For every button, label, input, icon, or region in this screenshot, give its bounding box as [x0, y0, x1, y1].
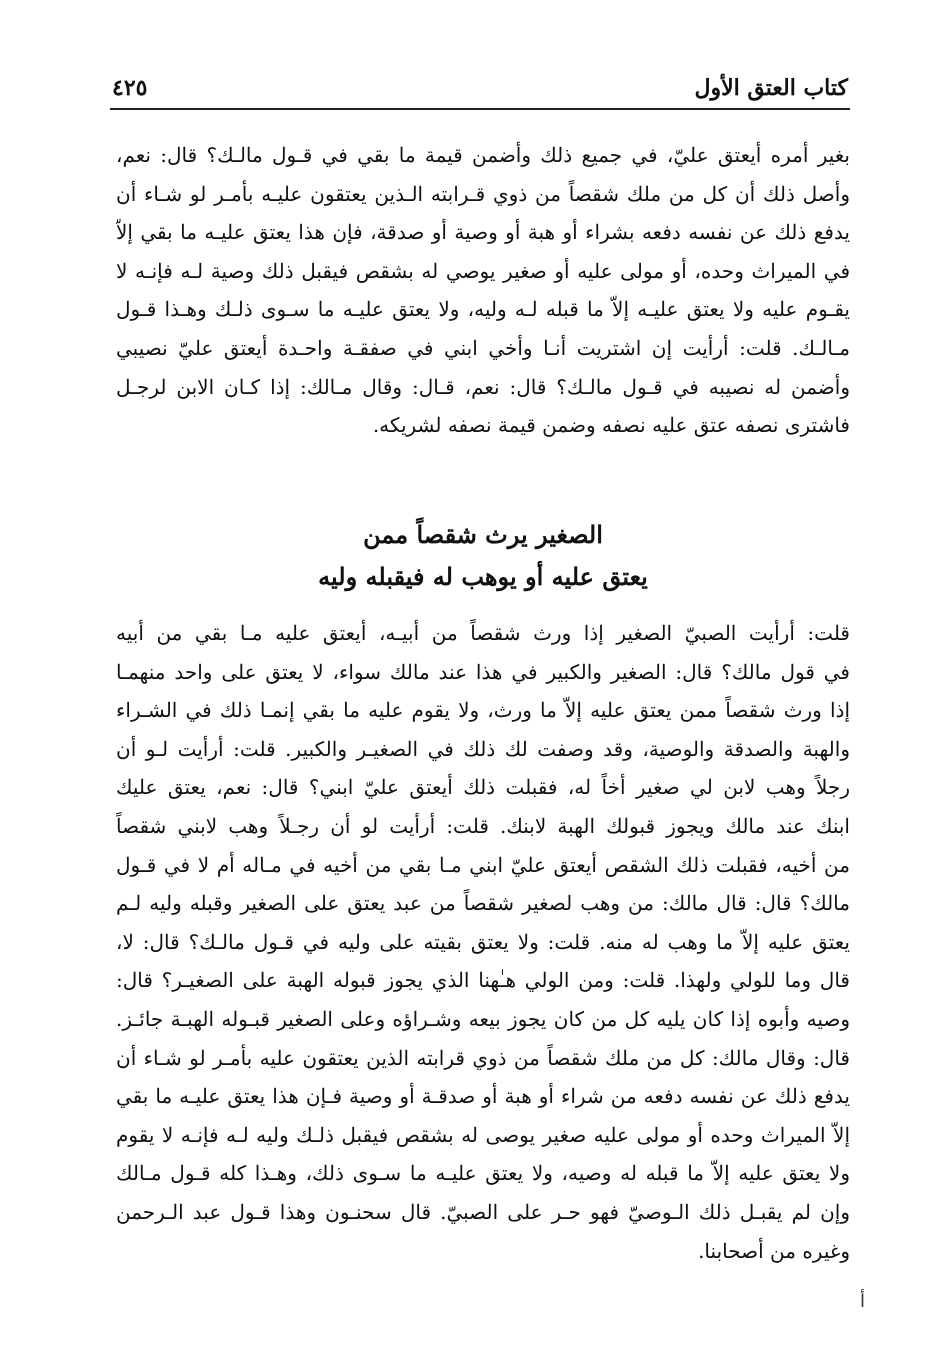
text-line: قال وما للولي ولهذا. قلت: ومن الولي هـٰهنا الذي يجوز قبوله الهبة على الصغيـر؟ قال:	[116, 968, 850, 993]
text-line: إلاّ الميراث وحده أو مولى عليه صغير يوصى له بشقص فيقبل ذلـك وليه لـه فإنـه لا يقوم	[116, 1122, 850, 1147]
text-line: وأصل ذلك أن كل من ملك شقصاً من ذوي قـرابته الـذين يعتقون عليـه بأمـر لو شـاء أن	[116, 181, 850, 206]
text-line: فاشترى نصفه عتق عليه نصفه وضمن قيمة نصفه لشريكه.	[372, 413, 850, 438]
section-heading-line-1: الصغير يرث شقصاً ممن	[363, 520, 603, 549]
text-line: ابنك عند مالك ويجوز قبولك الهبة لابنك. قلت: أرأيت لو أن رجـلاً وهب لابني شقصاً	[116, 813, 850, 838]
text-line: وغيره من أصحابنا.	[698, 1238, 850, 1263]
text-line: قال: وقال مالك: كل من ملك شقصاً من ذوي قرابته الذين يعتقون عليه بأمـر لو شـاء أن	[116, 1045, 850, 1070]
text-line: مـالـك. قلت: أرأيت إن اشتريت أنـا وأخي ابني في صفقـة واحـدة أيعتق عليّ نصيبي	[116, 335, 850, 360]
text-line: يعتق عليه إلاّ ما وهب له منه. قلت: ولا يعتق بقيته على وليه في قـول مالـك؟ قال: لا،	[116, 929, 850, 954]
text-line: وصيه وأبوه إذا كان يليه كل من كان يجوز بيعه وشـراؤه وعلى الصغير قبـوله الهبـة جائـز.	[116, 1006, 850, 1031]
text-line: ولا يعتق عليه إلاّ ما قبله له وصيه، ولا يعتق عليـه ما سـوى ذلك، وهـذا كله قـول مـالك	[116, 1161, 850, 1186]
text-line: يدفع ذلك عن نفسه دفعه بشراء أو هبة أو وصية أو صدقة، فإن هذا يعتق عليـه ما بقي إلاّ	[116, 220, 850, 245]
text-line: مالك؟ قال: قال مالك: من وهب لصغير شقصاً من عبد يعتق على الصغير وقبله وليه لـم	[116, 891, 850, 916]
text-line: وإن لم يقبـل ذلك الـوصيّ فهو حـر على الصبيّ. قال سحنـون وهذا قـول عبد الـرحمن	[116, 1199, 850, 1224]
text-line: وأضمن له نصيبه في قـول مالـك؟ قال: نعم، قـال: وقال مـالك: إذا كـان الابن لرجـل	[116, 374, 850, 399]
text-line: بغير أمره أيعتق عليّ، في جميع ذلك وأضمن قيمة ما بقي في قـول مالـك؟ قال: نعم،	[116, 143, 850, 167]
text-line: قلت: أرأيت الصبيّ الصغير إذا ورث شقصاً من أبيـه، أيعتق عليه مـا بقي من أبيه	[116, 621, 850, 645]
paragraph-2	[116, 614, 850, 1270]
running-title: كتاب العتق الأول	[694, 75, 848, 101]
section-heading	[116, 514, 850, 598]
margin-mark: أ	[860, 1291, 866, 1312]
text-line: في قول مالك؟ قال: الصغير والكبير في هذا عند مالك سواء، لا يعتق على واحد منهمـا	[116, 659, 850, 684]
text-line: والهبة والصدقة والوصية، وقد وصفت لك ذلك في الصغيـر والكبير. قلت: أرأيت لـو أن	[116, 736, 850, 761]
page-number: ٤٢٥	[112, 75, 148, 101]
running-header	[112, 72, 848, 112]
text-line: إذا ورث شقصاً ممن يعتق عليه إلاّ ما ورث، ولا يقوم عليه ما بقي إنمـا ذلك في الشـراء	[116, 698, 850, 723]
section-heading-line-2: يعتق عليه أو يوهب له فيقبله وليه	[318, 562, 648, 591]
text-line: رجلاً وهب لابن لي صغير أخاً له، فقبلت ذلك أيعتق عليّ ابني؟ قال: نعم، يعتق عليك	[116, 775, 850, 800]
text-line: يدفع ذلك عن نفسه دفعه من شراء أو هبة أو صدقـة أو وصية فـإن هذا يعتق عليـه ما بقي	[116, 1084, 850, 1109]
text-line: في الميراث وحده، أو مولى عليه أو صغير يوصي له بشقص فيقبل ذلك وصية لـه فإنـه لا	[116, 258, 850, 283]
paragraph-1	[116, 136, 850, 445]
text-line: يقـوم عليه ولا يعتق عليـه إلاّ ما قبله لـه وليه، ولا يعتق عليـه ما سـوى ذلـك وهـذا قـول	[116, 297, 850, 322]
header-rule	[110, 108, 850, 110]
text-line: من أخيه، فقبلت ذلك الشقص أيعتق عليّ ابني مـا بقي من أخيه في مـاله أم لا في قـول	[116, 852, 850, 877]
